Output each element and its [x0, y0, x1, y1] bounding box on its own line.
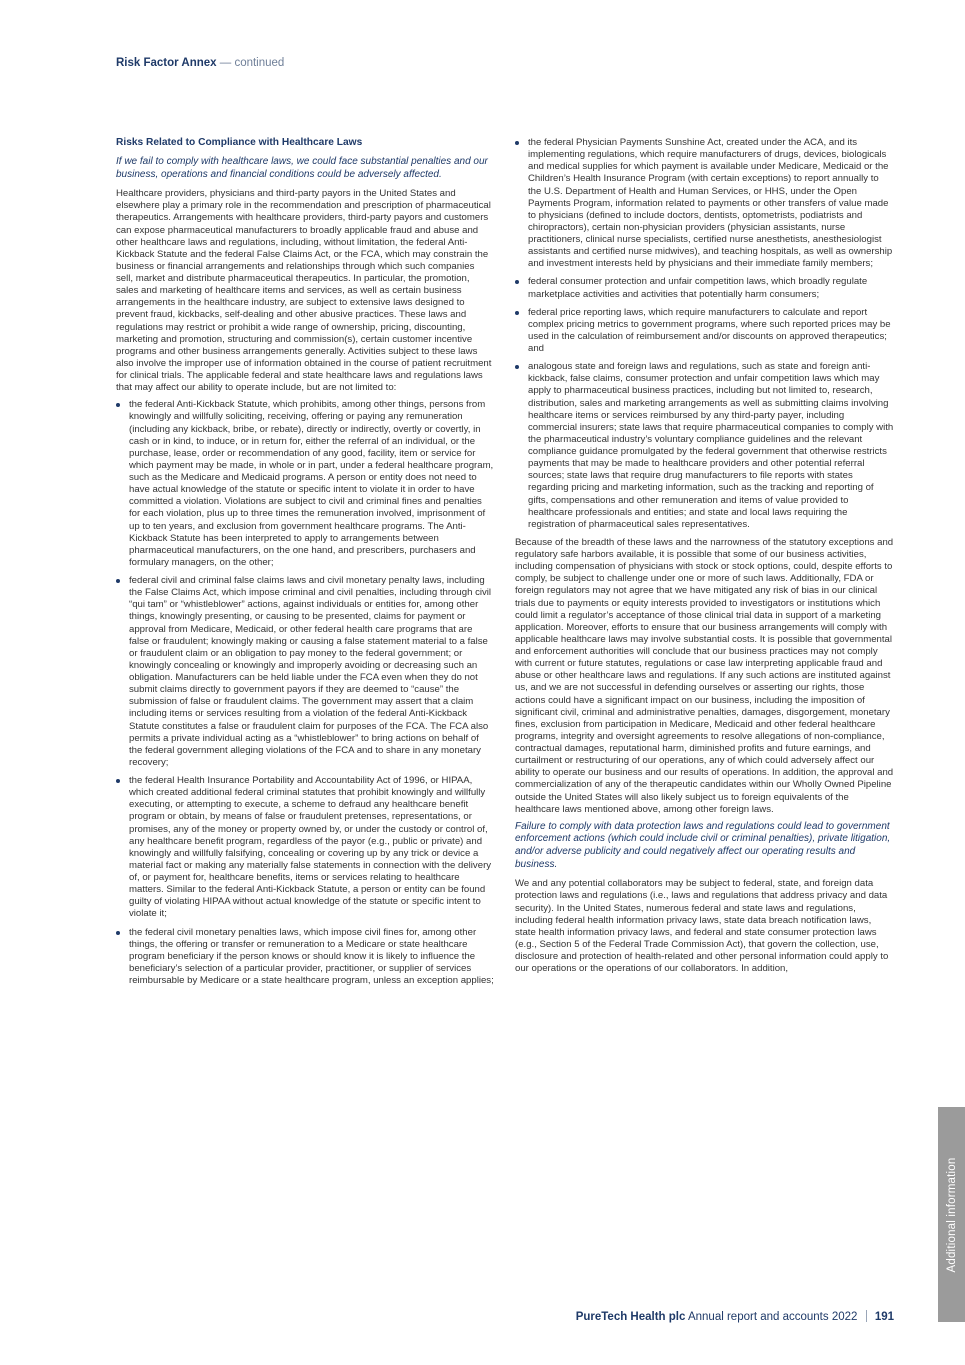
- list-item-text: the federal Physician Payments Sunshine Act, created under the ACA, and its implementing regulations, which require manufacturers of drugs, devices, biologicals and medical supplies for which payment is available under Medicare, Medicaid or the Children’s Health Insurance Program (with certain exceptions) to report annually to the U.S. Department of Health and Human Services, or HHS, under the Open Payments Program, information related to payments or other transfers of value made to physicians (defined to include doctors, dentists, optometrists, podiatrists and chiropractors), certain non-physician providers (physician assistants, nurse practitioners, clinical nurse specialists, certified nurse anesthetists, anesthesiologist assistants and certified nurse midwives), and teaching hospitals, as well as ownership and investment interests held by physicians and their immediate family members;: [528, 137, 893, 270]
- list-item-text: analogous state and foreign laws and regulations, such as state and foreign anti-kickback, false claims, consumer protection and unfair competition laws which may apply to pharmaceutical business practices, including but not limited to, research, distribution, sales and marketing arrangements as well as submitting claims involving healthcare items or services reimbursed by any third-party payer, including commercial insurers; state laws that require pharmaceutical companies to comply with the pharmaceutical industry’s voluntary compliance guidelines and the relevant compliance guidance promulgated by the federal government that otherwise restricts payments that may be made to healthcare providers and other potential referral sources; state laws that require drug manufacturers to file reports with states regarding pricing and marketing information, such as the tracking and reporting of gifts, compensations and other remuneration and items of value provided to healthcare professionals and entities; and state and local laws requiring the registration of pharmaceutical sales representatives.: [528, 361, 894, 530]
- body-paragraph: Because of the breadth of these laws and the narrowness of the statutory exceptions and regulatory safe harbors available, it is possible that some of our business activities, including compensation of physicians with stock or stock options, could, despite efforts to comply, be subject to challenge under one or more of such laws. Additionally, FDA or foreign regulators may not agree that we have mitigated any risk of bias in our clinical trials due to payments or equity interests provided to investigators or institutions which could limit a regulator’s acceptance of those clinical trial data in support of a marketing application. Moreover, efforts to ensure that our business arrangements will comply with applicable healthcare laws may involve substantial costs. It is possible that governmental and enforcement authorities will conclude that our business practices may not comply with current or future statutes, regulations or case law interpreting applicable fraud and abuse or other healthcare laws and regulations. If any such actions are instituted against us, and we are not successful in defending ourselves or asserting our rights, those actions could have a significant impact on our business, including the imposition of significant civil, criminal and administrative penalties, damages, disgorgement, monetary fines, exclusion from participation in Medicare, Medicaid and other federal healthcare programs, integrity and oversight agreements to resolve allegations of non-compliance, contractual damages, reputational harm, diminished profits and future earnings, and curtailment or restructuring of our operations, any of which could adversely affect our ability to operate our business and our results of operations. In addition, the approval and commercialization of any of the therapeutic candidates within our Wholly Owned Pipeline outside the United States will also likely subject us to foreign equivalents of the healthcare laws mentioned above, among other foreign laws.: [515, 536, 894, 815]
- running-header: [116, 57, 284, 69]
- bullet-icon: [515, 280, 519, 284]
- section-title: Risk Factor Annex: [116, 57, 217, 69]
- bullet-icon: [515, 141, 519, 145]
- right-bullet-list: [515, 137, 894, 531]
- intro-paragraph: Healthcare providers, physicians and third-party payors in the United States and elsewhere play a primary role in the recommendation and prescription of pharmaceutical therapeutics. Arrangements with healthcare providers, third-party payors and customers can expose pharmaceutical manufacturers to broadly applicable fraud and abuse and other healthcare laws and regulations, including, without limitation, the federal Anti-Kickback Statute and the federal False Claims Act, or the FCA, which may constrain the business or financial arrangements and relationships through which such companies sell, market and distribute pharmaceutical therapeutics. In particular, the promotion, sales and marketing of healthcare items and services, as well as certain business arrangements in the healthcare industry, are subject to extensive laws designed to prevent fraud, kickbacks, self-dealing and other abusive practices. These laws and regulations may restrict or prohibit a wide range of ownership, pricing, discounting, marketing and promotion, structuring and commission(s), certain customer incentive programs and other business arrangements generally. Activities subject to these laws also involve the improper use of information obtained in the course of patient recruitment for clinical trials. The applicable federal and state healthcare laws and regulations laws that may affect our ability to operate include, but are not limited to:: [116, 188, 492, 394]
- list-item-text: federal civil and criminal false claims laws and civil monetary penalty laws, including the False Claims Act, which impose criminal and civil penalties, including through civil “qui tam” or “whistleblower” actions, against individuals or entities for, among other things, knowingly presenting, or causing to be presented, claims for payment or approval from Medicare, Medicaid, or other federal health care programs that are false or fraudulent; knowingly making or causing a false statement material to a false or fraudulent claim or an obligation to pay money to the federal government; or knowingly concealing or knowingly and improperly avoiding or decreasing such an obligation. Manufacturers can be held liable under the FCA even when they do not submit claims directly to government payors if they are deemed to “cause” the submission of false or fraudulent claims. The government may assert that a claim including items or services resulting from a violation of the federal Anti-Kickback Statute constitutes a false or fraudulent claim for purposes of the FCA. The FCA also permits a private individual acting as a “whistleblower” to bring actions on behalf of the federal government alleging violations of the FCA and to share in any monetary recovery;: [129, 575, 492, 768]
- company-name: PureTech Health plc: [575, 1311, 686, 1323]
- bullet-icon: [116, 931, 120, 935]
- list-item-text: the federal Anti-Kickback Statute, which prohibits, among other things, persons from knowingly and willfully soliciting, receiving, offering or paying any remuneration (including any kickback, bribe, or rebate), directly or indirectly, overtly or covertly, in cash or in kind, to induce, or in return for, either the referral of an individual, or the purchase, lease, order or recommendation of any good, facility, item or service for which payment may be made, in whole or in part, under a federal healthcare program, such as the Medicare and Medicaid programs. A person or entity does not need to have actual knowledge of the statute or specific intent to violate it in order to have committed a violation. Violations are subject to civil and criminal fines and penalties for each violation, plus up to three times the remuneration involved, imprisonment of up to ten years, and exclusion from government healthcare programs. The Anti-Kickback Statute has been interpreted to apply to arrangements between pharmaceutical manufacturers, on the one hand, and prescribers, purchasers and formulary managers, on the other;: [129, 399, 494, 568]
- list-item: [116, 399, 494, 569]
- list-item-text: federal price reporting laws, which require manufacturers to calculate and report complex pricing metrics to government programs, where such reported prices may be used in the calculation of reimbursement and/or discounts on approved therapeutics; and: [528, 306, 891, 354]
- side-tab-label: Additional information: [945, 1157, 958, 1272]
- page-footer: [576, 1310, 894, 1323]
- list-item: [515, 307, 894, 356]
- list-item: [515, 361, 894, 531]
- side-section-tab[interactable]: [938, 1107, 965, 1322]
- risk-statement: Failure to comply with data protection laws and regulations could lead to government enforcement actions (which could include civil or criminal penalties), private litigation, and/or adverse publicity and could negatively affect our operating results and business.: [515, 820, 891, 870]
- bullet-icon: [116, 403, 120, 407]
- page-number: 191: [874, 1311, 894, 1323]
- list-item: [515, 276, 894, 300]
- body-paragraph: We and any potential collaborators may be subject to federal, state, and foreign data protection laws and regulations (i.e., laws and regulations that address privacy and data security). In the United States, numerous federal and state laws and regulations, including federal health information privacy laws, state data breach notification laws, state health information privacy laws, and federal and state consumer protection laws (e.g., Section 5 of the Federal Trade Commission Act), that govern the collection, use, disclosure and protection of health-related and other personal information could apply to our operations or the operations of our collaborators. In addition,: [515, 878, 889, 975]
- list-item: [116, 775, 494, 921]
- list-item: [515, 137, 894, 270]
- right-column: [515, 137, 894, 980]
- bullet-icon: [515, 311, 519, 315]
- report-title: Annual report and accounts 2022: [687, 1311, 858, 1323]
- list-item-text: federal consumer protection and unfair competition laws, which broadly regulate marketplace activities and activities that potentially harm consumers;: [528, 276, 868, 300]
- list-item: [116, 927, 494, 988]
- risk-statement: If we fail to comply with healthcare laws, we could face substantial penalties and our business, operations and financial conditions could be adversely affected.: [116, 155, 488, 180]
- section-suffix: — continued: [219, 57, 285, 69]
- bullet-icon: [116, 779, 120, 783]
- left-column: [116, 137, 494, 993]
- section-heading: Risks Related to Compliance with Healthcare Laws: [116, 137, 363, 148]
- left-bullet-list: [116, 399, 494, 987]
- bullet-icon: [515, 365, 519, 369]
- list-item: [116, 575, 494, 769]
- bullet-icon: [116, 579, 120, 583]
- list-item-text: the federal civil monetary penalties laws, which impose civil fines for, among other things, the offering or transfer or remuneration to a Medicare or state healthcare program beneficiary if the person knows or should know it is likely to influence the beneficiary’s selection of a particular provider, practitioner, or supplier of services reimbursable by Medicare or a state healthcare program, unless an exception applies;: [129, 926, 494, 987]
- list-item-text: the federal Health Insurance Portability and Accountability Act of 1996, or HIPAA, which created additional federal criminal statutes that prohibit knowingly and willfully executing, or attempting to execute, a scheme to defraud any healthcare benefit program or obtain, by means of false or fraudulent pretenses, representations, or promises, any of the money or property owned by, or under the custody or control of, any healthcare benefit program, regardless of the payor (e.g., public or private) and knowingly and willfully falsifying, concealing or covering up by any trick or device a material fact or making any materially false statements in connection with the delivery of, or payment for, healthcare benefits, items or services relating to healthcare matters. Similar to the federal Anti-Kickback Statute, a person or entity can be found guilty of violating HIPAA without actual knowledge of the statute or specific intent to violate it;: [129, 775, 492, 920]
- footer-divider: [866, 1310, 867, 1322]
